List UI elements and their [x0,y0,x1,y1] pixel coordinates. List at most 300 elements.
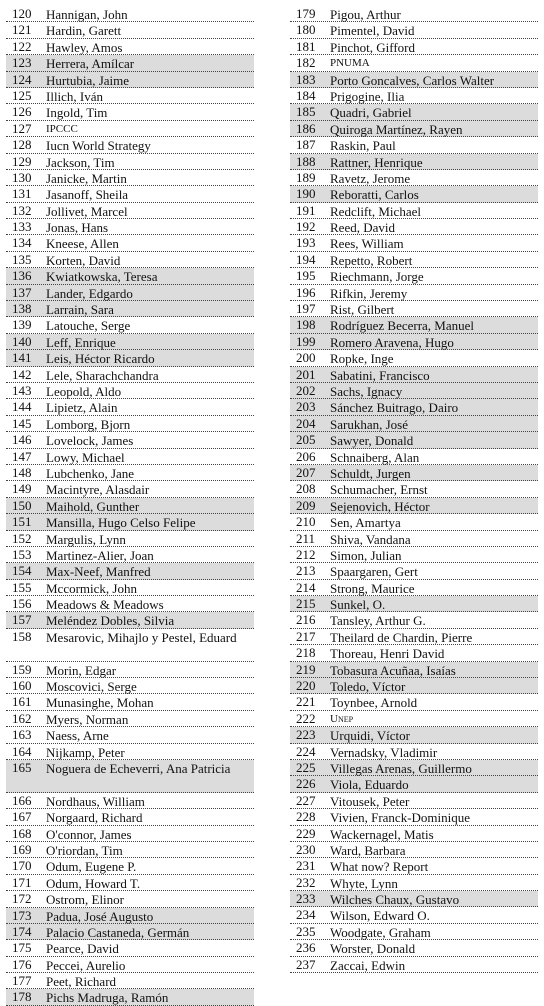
list-item [6,350,254,366]
item-name: Latouche, Serge [46,318,131,334]
item-name: Margulis, Lynn [46,531,126,547]
item-number: 233 [296,891,316,907]
list-item [290,612,538,628]
item-name: Sunkel, O. [330,597,386,613]
item-name: Urquidi, Víctor [330,728,410,744]
item-number: 166 [12,792,32,808]
item-number: 177 [12,973,32,989]
list-item [290,22,538,38]
item-number: 204 [296,415,316,431]
list-item [6,317,254,333]
item-number: 143 [12,382,32,398]
item-number: 201 [296,366,316,382]
item-name: Leis, Héctor Ricardo [46,351,155,367]
item-number: 174 [12,923,32,939]
item-name: Pichs Madruga, Ramón [46,990,169,1006]
item-name: Pigou, Arthur [330,7,401,22]
item-number: 227 [296,792,316,808]
item-number: 203 [296,399,316,415]
item-number: 168 [12,825,32,841]
item-name: Riechmann, Jorge [330,269,424,285]
item-name: O'connor, James [46,826,132,842]
item-number: 220 [296,678,316,694]
list-item [6,744,254,760]
item-name: Janicke, Martin [46,170,127,186]
list-item [290,629,538,645]
item-name: Tansley, Arthur G. [330,613,426,629]
item-name: Simon, Julian [330,547,402,563]
item-number: 139 [12,317,32,333]
item-name: Illich, Iván [46,88,104,104]
item-number: 176 [12,956,32,972]
item-number: 214 [296,579,316,595]
list-item [6,612,254,628]
item-number: 155 [12,579,32,595]
list-item [290,285,538,301]
list-item [290,121,538,137]
item-number: 157 [12,612,32,628]
list-item [290,924,538,940]
item-number: 215 [296,596,316,612]
list-item [290,809,538,825]
item-number: 190 [296,186,316,202]
list-item [6,875,254,891]
item-name: Pimentel, David [330,23,415,39]
item-number: 193 [296,235,316,251]
item-number: 181 [296,38,316,54]
item-number: 172 [12,891,32,907]
list-item [290,154,538,170]
left-column [6,6,254,1006]
list-item [6,6,254,22]
item-number: 209 [296,497,316,513]
list-item [6,72,254,88]
item-number: 153 [12,546,32,562]
list-item [290,563,538,579]
item-number: 149 [12,481,32,497]
list-item [290,711,538,727]
list-item [6,39,254,55]
item-number: 234 [296,907,316,923]
list-item [6,514,254,530]
item-name: Wackernagel, Matis [330,826,434,842]
item-name: Wilson, Edward O. [330,908,430,924]
list-item [290,940,538,956]
item-name: Hardin, Garett [46,23,122,39]
list-item [6,268,254,284]
item-number: 211 [296,530,316,546]
item-name: PNUMA [330,57,370,70]
item-name: Wilches Chaux, Gustavo [330,892,460,908]
list-item [290,547,538,563]
item-name: Norgaard, Richard [46,810,143,826]
item-number: 171 [12,874,32,890]
item-name: Nijkamp, Peter [46,744,125,760]
item-name: Ostrom, Elinor [46,892,124,908]
item-name: Pinchot, Gifford [330,39,415,55]
item-number: 156 [12,596,32,612]
list-item [6,891,254,907]
item-name: Strong, Maurice [330,580,415,596]
item-name: Jackson, Tim [46,154,115,170]
item-name: Worster, Donald [330,941,416,957]
item-name: Ward, Barbara [330,842,406,858]
list-item [290,219,538,235]
item-name: Sawyer, Donald [330,433,414,449]
item-number: 165 [12,759,32,775]
item-number: 229 [296,825,316,841]
item-name: Ropke, Inge [330,351,394,367]
item-number: 175 [12,940,32,956]
list-item [6,662,254,678]
item-number: 236 [296,940,316,956]
list-item [290,645,538,661]
item-name: Zaccai, Edwin [330,957,406,973]
item-name: Whyte, Lynn [330,875,398,891]
item-number: 221 [296,694,316,710]
item-number: 145 [12,415,32,431]
item-number: 154 [12,563,32,579]
item-name: Macintyre, Alasdair [46,482,150,498]
item-name: Leff, Enrique [46,334,116,350]
item-name: Rifkin, Jeremy [330,285,408,301]
item-name: Lander, Edgardo [46,285,133,301]
item-name: Romero Aravena, Hugo [330,334,454,350]
item-name: Meadows & Meadows [46,597,164,613]
list-item [290,55,538,71]
item-number: 224 [296,743,316,759]
list-item [290,826,538,842]
item-name: Leopold, Aldo [46,383,122,399]
item-number: 133 [12,219,32,235]
item-name: Hawley, Amos [46,39,123,55]
item-number: 162 [12,710,32,726]
item-name: Lubchenko, Jane [46,465,135,481]
item-name: Sarukhan, José [330,416,408,432]
list-item [6,285,254,301]
item-name: Mansilla, Hugo Celso Felipe [46,515,196,531]
item-number: 130 [12,169,32,185]
item-name: Palacio Castaneda, Germán [46,924,190,940]
item-name: Maihold, Gunther [46,498,140,514]
list-item [6,219,254,235]
item-number: 200 [296,350,316,366]
item-name: Munasinghe, Mohan [46,695,154,711]
list-item [290,88,538,104]
list-item [6,826,254,842]
list-item [290,842,538,858]
list-item [290,137,538,153]
item-number: 228 [296,809,316,825]
item-name: Ingold, Tim [46,105,108,121]
item-name: Pearce, David [46,941,119,957]
item-number: 142 [12,366,32,382]
list-item [6,154,254,170]
item-name: Schuldt, Jurgen [330,465,411,481]
item-number: 186 [296,120,316,136]
item-name: Spaargaren, Gert [330,564,418,580]
item-name: Padua, José Augusto [46,908,154,924]
item-number: 173 [12,907,32,923]
item-name: Herrera, Amílcar [46,56,135,72]
list-item [290,301,538,317]
list-item [290,694,538,710]
list-item [290,481,538,497]
item-number: 146 [12,432,32,448]
item-number: 150 [12,497,32,513]
item-name: Morin, Edgar [46,662,117,678]
list-item [290,776,538,792]
item-number: 129 [12,153,32,169]
item-number: 125 [12,87,32,103]
list-item [6,334,254,350]
list-item [6,252,254,268]
item-name: Shiva, Vandana [330,531,411,547]
item-number: 218 [296,645,316,661]
item-number: 202 [296,382,316,398]
list-item [6,908,254,924]
item-name: Sachs, Ignacy [330,383,403,399]
item-name: Reboratti, Carlos [330,187,419,203]
item-name: Max-Neef, Manfred [46,564,151,580]
item-name: IPCCC [46,122,78,135]
item-name: Rist, Gilbert [330,302,395,318]
list-item [6,858,254,874]
list-item [6,563,254,579]
item-name: Tobasura Acuñaa, Isaías [330,662,456,678]
item-number: 235 [296,923,316,939]
list-item [290,907,538,923]
item-name: Sen, Amartya [330,515,401,531]
item-name: Quadri, Gabriel [330,105,412,121]
item-number: 141 [12,350,32,366]
list-item [6,170,254,186]
item-number: 148 [12,464,32,480]
list-item [290,350,538,366]
list-item [290,203,538,219]
list-item [290,449,538,465]
list-item [290,104,538,120]
item-number: 124 [12,71,32,87]
item-number: 208 [296,481,316,497]
list-item [6,88,254,104]
item-name: Rodríguez Becerra, Manuel [330,318,475,334]
list-item [6,203,254,219]
list-item [6,416,254,432]
item-number: 212 [296,546,316,562]
item-number: 159 [12,661,32,677]
item-name: Peccei, Aurelio [46,957,126,973]
list-item [6,186,254,202]
item-number: 183 [296,71,316,87]
item-number: 231 [296,858,316,874]
item-number: 127 [12,120,32,136]
list-item [290,252,538,268]
item-number: 225 [296,759,316,775]
item-number: 144 [12,399,32,415]
list-item [6,547,254,563]
list-item [6,531,254,547]
list-item [6,383,254,399]
list-item [290,793,538,809]
item-name: Mccormick, John [46,580,137,596]
item-name: Sejenovich, Héctor [330,498,430,514]
item-name: Sánchez Buitrago, Dairo [330,400,459,416]
item-number: 194 [296,251,316,267]
item-number: 210 [296,514,316,530]
list-item [290,268,538,284]
item-name: Hurtubia, Jaime [46,72,130,88]
list-item [290,432,538,448]
item-name: Odum, Eugene P. [46,859,137,875]
item-number: 216 [296,612,316,628]
item-number: 180 [296,22,316,38]
item-number: 217 [296,628,316,644]
item-name: Quiroga Martínez, Rayen [330,121,463,137]
item-name: Nordhaus, William [46,793,145,809]
item-name: Noguera de Echeverri, Ana Patricia [46,760,231,776]
list-item [290,465,538,481]
list-item [290,170,538,186]
list-item [290,334,538,350]
item-number: 205 [296,432,316,448]
item-name: Vernadsky, Vladimir [330,744,438,760]
item-number: 169 [12,841,32,857]
item-name: Peet, Richard [46,974,117,990]
item-name: Prigogine, Ilia [330,88,405,104]
item-number: 126 [12,104,32,120]
item-number: 136 [12,268,32,284]
item-number: 232 [296,874,316,890]
item-number: 152 [12,530,32,546]
item-number: 237 [296,956,316,972]
item-number: 192 [296,219,316,235]
list-item [6,432,254,448]
item-number: 128 [12,137,32,153]
list-item [6,957,254,973]
item-number: 195 [296,268,316,284]
item-name: Kneese, Allen [46,236,119,252]
item-number: 184 [296,87,316,103]
item-name: What now? Report [330,859,429,875]
item-name: Martinez-Alier, Joan [46,547,154,563]
item-name: Lovelock, James [46,433,134,449]
item-number: 123 [12,55,32,71]
item-name: Schnaiberg, Alan [330,449,420,465]
list-item [6,465,254,481]
right-column [290,6,538,973]
list-item [290,727,538,743]
item-number: 131 [12,186,32,202]
item-name: Woodgate, Graham [330,924,431,940]
list-item [290,399,538,415]
list-item [6,940,254,956]
item-name: Jasanoff, Sheila [46,187,129,203]
item-number: 198 [296,317,316,333]
item-name: O'riordan, Tim [46,842,123,858]
item-number: 187 [296,137,316,153]
item-name: Porto Goncalves, Carlos Walter [330,72,495,88]
item-number: 182 [296,55,316,71]
item-name: Lipietz, Alain [46,400,118,416]
item-name: Redclift, Michael [330,203,421,219]
item-name: Ravetz, Jerome [330,170,411,186]
list-item [6,55,254,71]
list-item [290,317,538,333]
list-item [6,22,254,38]
item-number: 179 [296,6,316,21]
list-item [6,809,254,825]
list-item [290,383,538,399]
list-item [290,875,538,891]
list-item [290,531,538,547]
list-item [290,596,538,612]
item-name: Rees, William [330,236,404,252]
list-item [290,580,538,596]
list-item [6,596,254,612]
item-number: 147 [12,448,32,464]
list-item [290,662,538,678]
item-number: 137 [12,284,32,300]
item-number: 206 [296,448,316,464]
item-name: Theilard de Chardin, Pierre [330,629,473,645]
item-name: Raskin, Paul [330,138,396,154]
item-number: 213 [296,563,316,579]
item-number: 188 [296,153,316,169]
list-item [6,235,254,251]
list-item [6,989,254,1005]
list-item [6,694,254,710]
list-item [290,72,538,88]
item-number: 219 [296,661,316,677]
item-name: Sabatini, Francisco [330,367,430,383]
list-item [290,678,538,694]
item-name: Viola, Eduardo [330,777,409,793]
list-item [6,727,254,743]
item-number: 185 [296,104,316,120]
item-name: Jonas, Hans [46,220,109,236]
list-item [290,744,538,760]
item-name: Vitousek, Peter [330,793,410,809]
item-number: 167 [12,809,32,825]
list-item [290,416,538,432]
item-name: Mesarovic, Mihajlo y Pestel, Eduard [46,629,237,645]
item-name: Toynbee, Arnold [330,695,418,711]
item-number: 223 [296,727,316,743]
item-number: 135 [12,251,32,267]
list-item [290,514,538,530]
list-item [6,481,254,497]
item-number: 161 [12,694,32,710]
item-name: Repetto, Robert [330,252,413,268]
item-name: Myers, Norman [46,711,129,727]
list-item [6,121,254,137]
item-number: 164 [12,743,32,759]
item-number: 199 [296,333,316,349]
list-item [6,580,254,596]
item-name: Villegas Arenas, Guillermo [330,760,472,776]
list-item [6,711,254,727]
list-item [6,678,254,694]
list-item [6,399,254,415]
item-name: Odum, Howard T. [46,875,141,891]
item-number: 189 [296,169,316,185]
item-number: 170 [12,858,32,874]
list-item [6,104,254,120]
item-name: Lele, Sharachchandra [46,367,159,383]
item-name: Vivien, Franck-Dominique [330,810,471,826]
item-number: 120 [12,6,32,21]
